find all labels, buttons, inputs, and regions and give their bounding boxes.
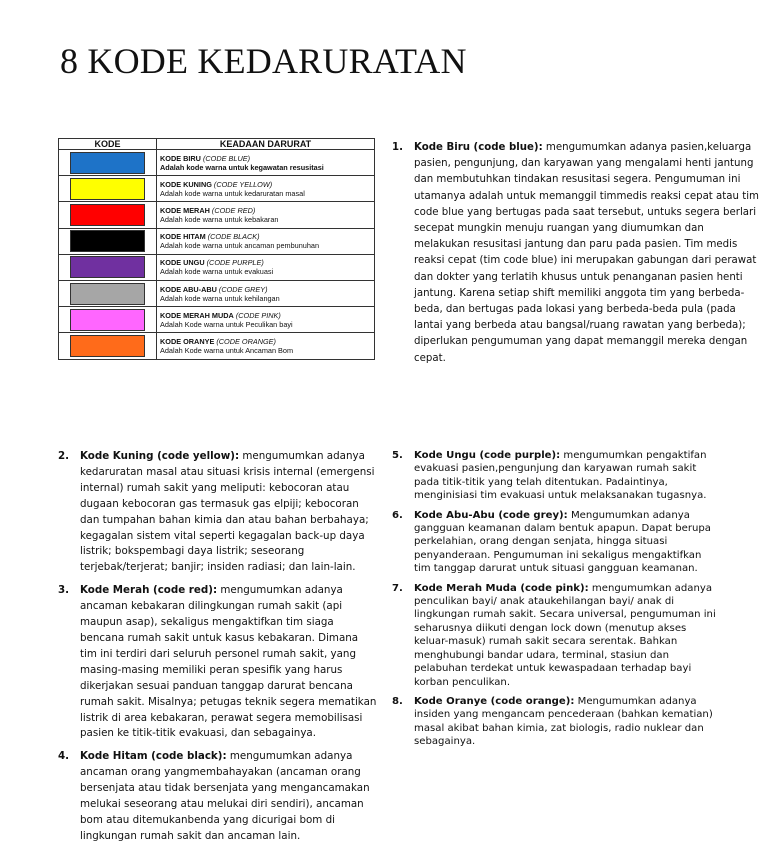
item-number: 3. xyxy=(58,584,70,597)
item-number: 8. xyxy=(392,695,403,707)
emergency-code-table xyxy=(58,138,375,360)
code-english-name: (CODE PURPLE) xyxy=(206,258,264,268)
item-body: mengumumkan adanya ancaman orang yangmembahayakan (ancaman orang bersenjata atau tidak bersenjata yang mengancamakan melukai seseorang atau melukai diri sendiri), ancaman bom atau ditemukanbenda yang dicurigai bom di lingkungan rumah sakit dan ancaman lain. xyxy=(80,750,370,842)
code-color-cell xyxy=(59,228,157,254)
code-name: KODE KUNING xyxy=(160,179,212,189)
item-number: 6. xyxy=(392,509,403,521)
table-row xyxy=(59,150,375,176)
table-row xyxy=(59,176,375,202)
code-item xyxy=(392,695,720,749)
color-swatch xyxy=(70,335,145,357)
item-body: mengumumkan adanya penculikan bayi/ anak ataukehilangan bayi/ anak di lingkungan rumah sakit. Secara universal, pengumuman ini seharusnya diikuti dengan lock down (menutup akses keluar-masuk) rumah sakit secara serentak. Bahkan menghubungi bandar udara, terminal, stasiun dan pelabuhan terdekat untuk kewaspadaan terhadap bayi korban penculikan. xyxy=(414,582,716,688)
code-description-cell xyxy=(157,254,375,280)
item-number: 2. xyxy=(58,450,70,462)
code-color-cell xyxy=(59,176,157,202)
table-row xyxy=(59,202,375,228)
code-color-cell xyxy=(59,280,157,306)
code-color-cell xyxy=(59,254,157,280)
item-heading: Kode Biru (code blue): xyxy=(414,142,543,153)
item-body: mengumumkan adanya kedaruratan masal atau situasi krisis internal (emergensi internal) rumah sakit yang meliputi: kebocoran atau dugaan kebocoran gas termasuk gas elpiji; kebocoran dan tumpahan bahan kimia dan atau bahan berbahaya; kegagalan sistem vital seperti kegagalan back-up daya listrik; bokspembagi daya listrik; seseorang terjebak/terjerat; banjir; insiden radiasi; dan lain-lain. xyxy=(80,450,375,574)
code-item xyxy=(392,509,720,576)
item-heading: Kode Oranye (code orange): xyxy=(414,695,575,707)
item-body: mengumumkan pengaktifan evakuasi pasien,pengunjung dan karyawan rumah sakit pada titik-titik yang telah ditentukan. Padaintinya, menginisiasi tim evakuasi untuk melaksanakan tugasnya. xyxy=(414,450,707,502)
code-color-cell xyxy=(59,307,157,333)
code-name: KODE HITAM xyxy=(160,232,206,242)
code-name: KODE BIRU xyxy=(160,153,201,163)
page-title: 8 KODE KEDARURATAN xyxy=(60,41,467,81)
item-heading: Kode Merah (code red): xyxy=(80,584,218,597)
code-description-cell xyxy=(157,176,375,202)
code-name: KODE ORANYE xyxy=(160,336,215,346)
color-swatch xyxy=(70,152,145,174)
item-heading: Kode Merah Muda (code pink): xyxy=(414,582,589,594)
table-row xyxy=(59,333,375,359)
code-color-cell xyxy=(59,333,157,359)
code-item xyxy=(58,749,378,844)
color-swatch xyxy=(70,178,145,200)
code-english-name: (CODE GREY) xyxy=(218,284,268,294)
item-heading: Kode Hitam (code black): xyxy=(80,750,227,763)
code-meaning: Adalah kode warna untuk kedaruratan masal xyxy=(160,188,305,198)
item-body: mengumumkan adanya ancaman kebakaran dilingkungan rumah sakit (api maupun asap), sekaligus mengaktifkan tim siaga bencana rumah sakit untuk kasus kebakaran. Dimana tim ini terdiri dari seluruh personel rumah sakit, yang masing-masing memiliki peran spesifik yang harus dikerjakan sesuai panduan tanggap darurat bencana rumah sakit. Misalnya; petugas teknik segera mematikan listrik di area kebakaran, perawat segera memobilisasi pasien ke titik-titik evakuasi, dan sebagainya. xyxy=(80,584,377,740)
code-item xyxy=(392,582,720,689)
code-description-cell xyxy=(157,333,375,359)
code-description-cell xyxy=(157,228,375,254)
code-meaning: Adalah kode warna untuk kebakaran xyxy=(160,214,279,224)
code-english-name: (CODE YELLOW) xyxy=(213,179,273,189)
item-heading: Kode Kuning (code yellow): xyxy=(80,450,240,462)
item-number: 1. xyxy=(392,142,403,153)
color-swatch xyxy=(70,309,145,331)
code-description-cell xyxy=(157,150,375,176)
item-heading: Kode Ungu (code purple): xyxy=(414,450,561,461)
code-meaning: Adalah Kode warna untuk Ancaman Bom xyxy=(160,345,294,355)
code-meaning: Adalah kode warna untuk kegawatan resusitasi xyxy=(160,162,324,172)
code-english-name: (CODE PINK) xyxy=(235,310,281,320)
color-swatch xyxy=(70,204,145,226)
item-number: 4. xyxy=(58,750,70,763)
description-column-top-right xyxy=(392,140,760,367)
code-name: KODE MERAH MUDA xyxy=(160,310,234,320)
table-row xyxy=(59,254,375,280)
description-column-left xyxy=(58,449,378,852)
code-description-cell xyxy=(157,307,375,333)
table-row xyxy=(59,228,375,254)
code-english-name: (CODE ORANGE) xyxy=(216,336,276,346)
table-row xyxy=(59,307,375,333)
code-meaning: Adalah kode warna untuk evakuasi xyxy=(160,267,274,277)
code-english-name: (CODE BLUE) xyxy=(202,153,251,163)
code-description-cell xyxy=(157,280,375,306)
item-number: 5. xyxy=(392,450,403,461)
column-header-keadaan: KEADAAN DARURAT xyxy=(157,139,375,150)
code-item xyxy=(58,449,378,576)
description-column-right xyxy=(392,449,720,755)
code-english-name: (CODE BLACK) xyxy=(207,232,260,242)
color-swatch xyxy=(70,256,145,278)
code-name: KODE UNGU xyxy=(160,258,205,268)
table-header-row xyxy=(59,139,375,150)
code-name: KODE MERAH xyxy=(160,205,210,215)
color-swatch xyxy=(70,283,145,305)
code-meaning: Adalah Kode warna untuk Peculikan bayi xyxy=(160,319,293,329)
code-english-name: (CODE RED) xyxy=(211,205,256,215)
item-body: Mengumumkan adanya gangguan keamanan dalam bentuk apapun. Dapat berupa perkelahian, orang dengan senjata, hingga situasi penyanderaan. Pengumuman ini sekaligus mengaktifkan tim tanggap darurat untuk situasi gangguan keamanan. xyxy=(414,509,711,575)
item-heading: Kode Abu-Abu (code grey): xyxy=(414,509,568,521)
code-item xyxy=(58,583,378,742)
color-swatch xyxy=(70,230,145,252)
code-meaning: Adalah kode warna untuk kehilangan xyxy=(160,293,280,303)
code-meaning: Adalah kode warna untuk ancaman pembunuhan xyxy=(160,241,320,251)
item-number: 7. xyxy=(392,582,403,594)
item-body: mengumumkan adanya pasien,keluarga pasien, pengunjung, dan karyawan yang mengalami henti jantung dan membutuhkan tindakan resusitasi segera. Pengumuman ini utamanya adalah untuk memanggil timmedis reaksi cepat atau tim code blue yang bertugas pada saat tersebut, untuks segera berlari secepat mungkin menuju ruangan yang diumumkan dan melakukan resusitasi jantung dan paru pada pasien. Tim medis reaksi cepat (tim code blue) ini merupakan gabungan dari perawat dan dokter yang terlatih khusus untuk penanganan pasien henti jantung. Karena setiap shift memiliki anggota tim yang berbeda-beda, dan bertugas pada lokasi yang berbeda-beda pula (pada lantai yang berbeda atau bangsal/ruang rawatan yang berbeda); diperlukan pengumuman yang dapat memanggil mereka dengan cepat. xyxy=(414,142,759,364)
code-name: KODE ABU-ABU xyxy=(160,284,217,294)
code-color-cell xyxy=(59,202,157,228)
code-description-cell xyxy=(157,202,375,228)
column-header-kode: KODE xyxy=(59,139,157,150)
code-item xyxy=(392,449,720,503)
table-row xyxy=(59,280,375,306)
item-body: Mengumumkan adanya insiden yang mengancam pencederaan (bahkan kematian) masal akibat bahan kimia, zat biologis, radio nuklear dan sebagainya. xyxy=(414,695,713,748)
code-color-cell xyxy=(59,150,157,176)
code-item xyxy=(392,140,760,367)
